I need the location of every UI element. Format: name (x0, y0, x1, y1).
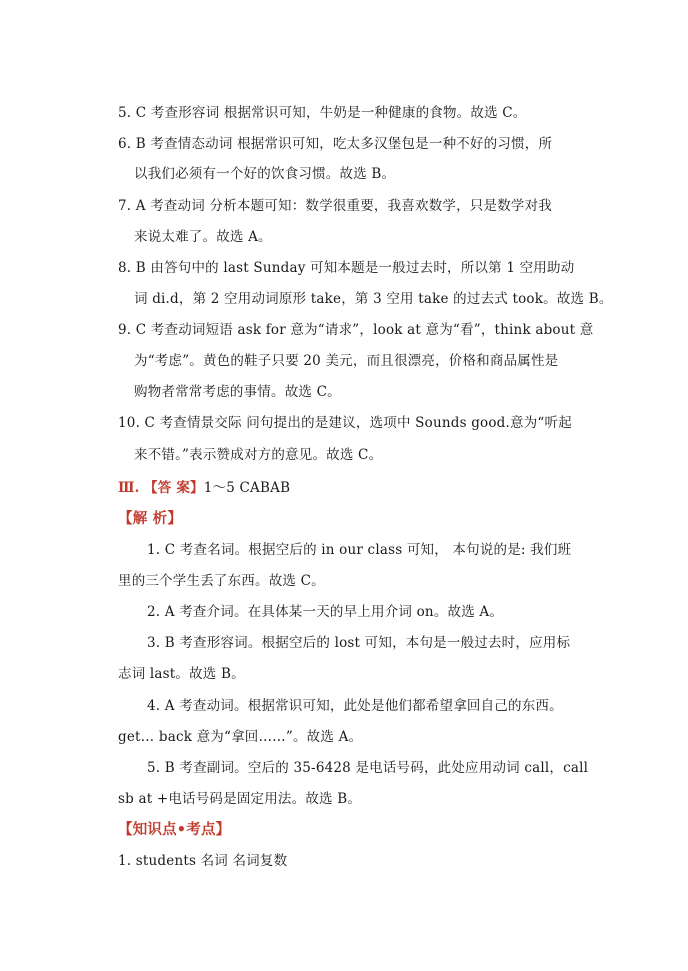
item-6-line-2: 以我们必须有一个好的饮食习惯。故选 B。 (134, 166, 396, 182)
analysis-3-line-1: 3. B 考查形容词。根据空后的 lost 可知，本句是一般过去时，应用标 (147, 635, 571, 651)
item-8-line-2: 词 di.d，第 2 空用动词原形 take，第 3 空用 take 的过去式 took。故选 B。 (134, 291, 613, 307)
analysis-label: 【解 析】 (118, 510, 183, 527)
section-3-heading (118, 479, 290, 497)
analysis-1-line-1: 1. C 考查名词。根据空后的 in our class 可知， 本句说的是: 我们班 (147, 542, 572, 558)
knowledge-label: 【知识点•考点】 (118, 821, 231, 838)
item-8-line-1: 8. B 由答句中的 last Sunday 可知本题是一般过去时，所以第 1 空用助动 (118, 260, 575, 276)
item-5-line-1: 5. C 考查形容词 根据常识可知，牛奶是一种健康的食物。故选 C。 (118, 105, 527, 121)
item-6-line-1: 6. B 考查情态动词 根据常识可知，吃太多汉堡包是一种不好的习惯，所 (118, 136, 553, 152)
analysis-4-line-1: 4. A 考查动词。根据常识可知，此处是他们都希望拿回自己的东西。 (147, 698, 563, 714)
analysis-5-line-1: 5. B 考查副词。空后的 35-6428 是电话号码，此处应用动词 call，call (147, 760, 589, 776)
item-10-line-1: 10. C 考查情景交际 问句提出的是建议，选项中 Sounds good.意为“听起 (118, 415, 572, 431)
answer-value: 1～5 CABAB (203, 480, 291, 496)
analysis-4-line-2: get… back 意为“拿回……”。故选 A。 (118, 729, 363, 745)
analysis-5-line-2: sb at +电话号码是固定用法。故选 B。 (118, 791, 362, 807)
answer-label: 【答 案】 (144, 480, 204, 496)
knowledge-item-1: 1. students 名词 名词复数 (118, 853, 288, 869)
item-7-line-1: 7. A 考查动词 分析本题可知：数学很重要，我喜欢数学，只是数学对我 (118, 198, 553, 214)
analysis-3-line-2: 志词 last。故选 B。 (118, 666, 245, 682)
section-3-numeral: Ⅲ. (118, 480, 140, 496)
item-7-line-2: 来说太难了。故选 A。 (134, 229, 272, 245)
item-9-line-2: 为“考虑”。黄色的鞋子只要 20 美元，而且很漂亮，价格和商品属性是 (134, 353, 559, 369)
item-9-line-1: 9. C 考查动词短语 ask for 意为“请求”，look at 意为“看”，think about 意 (118, 322, 594, 338)
item-10-line-2: 来不错。”表示赞成对方的意见。故选 C。 (134, 447, 383, 463)
analysis-1-line-2: 里的三个学生丢了东西。故选 C。 (118, 573, 325, 589)
item-9-line-3: 购物者常常考虑的事情。故选 C。 (134, 384, 341, 400)
analysis-2-line-1: 2. A 考查介词。在具体某一天的早上用介词 on。故选 A。 (147, 604, 504, 620)
